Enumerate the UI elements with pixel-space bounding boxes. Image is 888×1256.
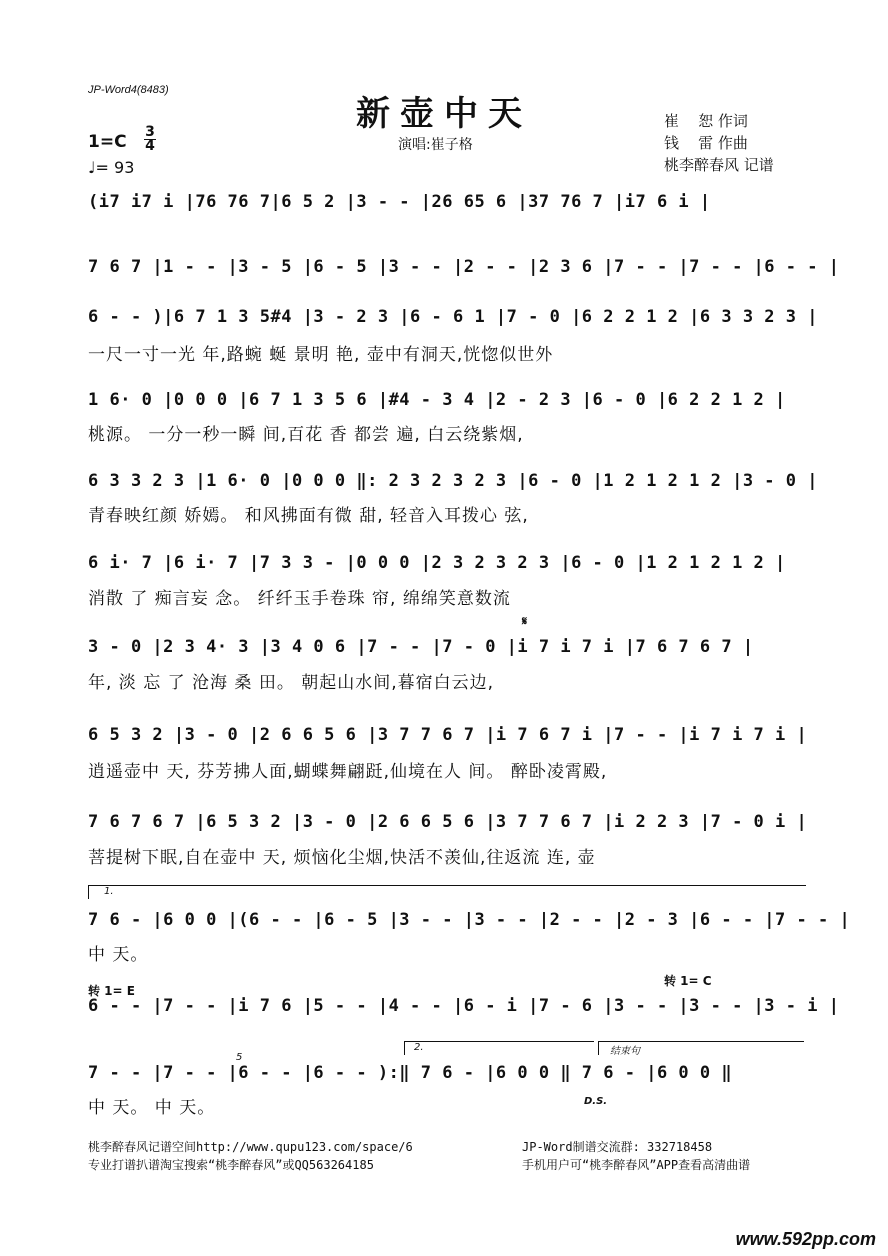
notation-row: 6 5 3 2 |3 - 0 |2 6 6 5 6 |3 7 7 6 7 |i 7 6 7 i |7 - - |i 7 i 7 i |	[88, 725, 808, 745]
composer-credit: 钱 雷 作曲	[664, 134, 748, 152]
notation-row: 7 6 7 |1 - - |3 - 5 |6 - 5 |3 - - |2 - - |2 3 6 |7 - - |7 - - |6 - - |	[88, 257, 840, 277]
notation-row: 6 3 3 2 3 |1 6· 0 |0 0 0 ‖: 2 3 2 3 2 3 |6 - 0 |1 2 1 2 1 2 |3 - 0 |	[88, 471, 818, 491]
notation-row: 6 - - |7 - - |i 7 6 |5 - - |4 - - |6 - i |7 - 6 |3 - - |3 - - |3 - i |	[88, 996, 840, 1016]
footer-right-line: 手机用户可“桃李醉春风”APP查看高清曲谱	[522, 1158, 751, 1172]
modulation-c: 转 1= C	[664, 974, 712, 988]
footer-right-line: JP-Word制谱交流群: 332718458	[522, 1140, 713, 1154]
volta-tick	[88, 885, 89, 899]
lyrics-row: 桃源。 一分一秒一瞬 间,百花 香 都尝 遍, 白云绕紫烟,	[88, 425, 524, 445]
grace-note: 5	[236, 1052, 243, 1063]
volta-tick	[404, 1041, 405, 1055]
notation-row: 6 i· 7 |6 i· 7 |7 3 3 - |0 0 0 |2 3 2 3 2 3 |6 - 0 |1 2 1 2 1 2 |	[88, 553, 786, 573]
ending-tick	[598, 1041, 599, 1055]
notation-row: 6 - - )|6 7 1 3 5#4 |3 - 2 3 |6 - 6 1 |7 - 0 |6 2 2 1 2 |6 3 3 2 3 |	[88, 307, 818, 327]
time-top: 3	[145, 124, 155, 140]
site-watermark: www.592pp.com	[735, 1229, 876, 1249]
lyrics-row: 中 天。	[88, 945, 149, 965]
volta-1-label: 1.	[104, 886, 114, 897]
notation-row: (i7 i7 i |76 76 7|6 5 2 |3 - - |26 65 6 |37 76 7 |i7 6 i |	[88, 192, 711, 212]
footer-left	[88, 1138, 413, 1174]
footer-left-line: 桃李醉春风记谱空间http://www.qupu123.com/space/6	[88, 1140, 413, 1154]
volta-2-label: 2.	[414, 1042, 424, 1053]
volta-bracket-2	[404, 1041, 594, 1042]
footer-left-line: 专业打谱扒谱淘宝搜索“桃李醉春风”或QQ563264185	[88, 1158, 374, 1172]
lyrics-row: 一尺一寸一光 年,路蜿 蜒 景明 艳, 壶中有洞天,恍惚似世外	[88, 345, 554, 365]
notation-row: 7 - - |7 - - |6 - - |6 - - ):‖ 7 6 - |6 0 0 ‖ 7 6 - |6 0 0 ‖	[88, 1063, 733, 1083]
software-label: JP-Word4(8483)	[88, 84, 169, 96]
time-bottom: 4	[145, 138, 155, 154]
ending-label: 结束句	[610, 1046, 640, 1057]
lyrics-row: 逍遥壶中 天, 芬芳拂人面,蝴蝶舞翩跹,仙境在人 间。 醉卧凌霄殿,	[88, 762, 608, 782]
lyrics-row: 菩提树下眠,自在壶中 天, 烦恼化尘烟,快活不羡仙,往返流 连, 壶	[88, 848, 596, 868]
time-signature	[144, 126, 156, 153]
tempo-marking: ♩= 93	[88, 158, 135, 177]
ds-mark: D.S.	[584, 1096, 608, 1107]
notation-row: 7 6 - |6 0 0 |(6 - - |6 - 5 |3 - - |3 - - |2 - - |2 - 3 |6 - - |7 - - |	[88, 910, 851, 930]
segno-mark: 𝄋	[522, 614, 528, 628]
lyricist-credit: 崔 恕 作词	[664, 112, 748, 130]
transcriber-credit: 桃李醉春风 记谱	[664, 156, 774, 174]
volta-bracket-1	[88, 885, 806, 886]
notation-row: 7 6 7 6 7 |6 5 3 2 |3 - 0 |2 6 6 5 6 |3 7 7 6 7 |i 2 2 3 |7 - 0 i |	[88, 812, 808, 832]
notation-row: 1 6· 0 |0 0 0 |6 7 1 3 5 6 |#4 - 3 4 |2 - 2 3 |6 - 0 |6 2 2 1 2 |	[88, 390, 786, 410]
lyrics-row: 消散 了 痴言妄 念。 纤纤玉手卷珠 帘, 绵绵笑意数流	[88, 589, 511, 609]
modulation-e: 转 1= E	[88, 984, 135, 998]
credits	[664, 110, 774, 176]
lyrics-row: 年, 淡 忘 了 沧海 桑 田。 朝起山水间,暮宿白云边,	[88, 673, 495, 693]
singer-credit: 演唱:崔子格	[398, 137, 473, 153]
lyrics-row: 青春映红颜 娇嫣。 和风拂面有微 甜, 轻音入耳拨心 弦,	[88, 506, 529, 526]
notation-row: 3 - 0 |2 3 4· 3 |3 4 0 6 |7 - - |7 - 0 |i 7 i 7 i |7 6 7 6 7 |	[88, 637, 754, 657]
lyrics-row: 中 天。 中 天。	[88, 1098, 216, 1118]
song-title: 新壶中天	[356, 94, 532, 134]
key-signature: 1=C	[88, 132, 127, 152]
footer-right	[522, 1138, 750, 1174]
